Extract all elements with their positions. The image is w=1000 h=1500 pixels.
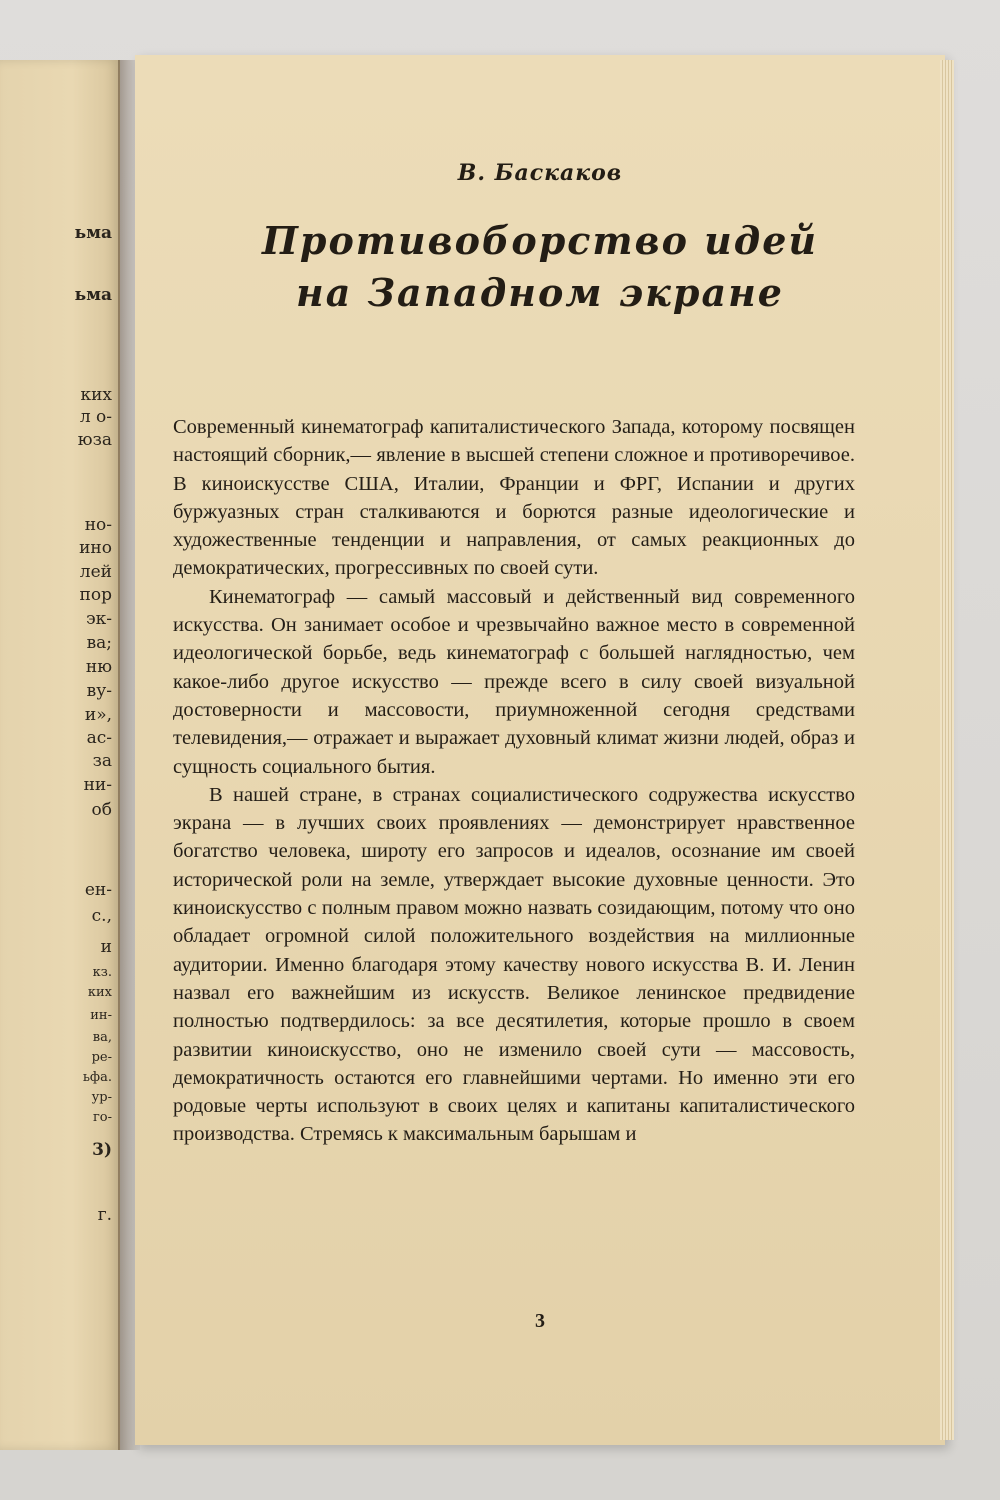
paragraph-2: Кинематограф — самый массовый и действенный вид современного искусства. Он занимает особое и чрезвычайно важное место в современной идеологической борьбе, ведь кинематограф с большей наглядностью, чем какое-либо другое искусство — прежде всего в силу своей визуальной достоверности и массовости, приумноженной сегодня средствами телевидения,— отражает и выражает духовный климат жизни людей, образ и сущность социального бытия. — [173, 585, 855, 778]
previous-page-fragment: эк- — [86, 609, 112, 629]
previous-page-fragment: ких — [80, 385, 112, 405]
previous-page-fragment: ур- — [91, 1090, 112, 1105]
previous-page-fragment: пор — [79, 585, 112, 605]
previous-page-fragment: кз. — [92, 965, 112, 980]
previous-page-fragment: за — [92, 751, 112, 771]
previous-page-fragment: об — [91, 800, 112, 820]
previous-page-fragment: ас- — [86, 728, 112, 748]
previous-page-fragment: 3) — [92, 1140, 112, 1160]
previous-page-fragment: но- — [84, 515, 112, 535]
previous-page-fragment: с., — [91, 906, 112, 926]
previous-page-fragment: юза — [77, 430, 112, 450]
page-stack-edge — [940, 60, 954, 1440]
previous-page-fragment: г. — [97, 1205, 112, 1225]
previous-page — [0, 60, 120, 1450]
title-line-2: на Западном экране — [296, 270, 784, 315]
previous-page-fragment: ни- — [83, 775, 112, 795]
previous-page-fragment: ре- — [91, 1050, 112, 1065]
book-page — [135, 55, 945, 1445]
paragraph-3: В нашей стране, в странах социалистического содружества искусство экрана — в лучших своих проявлениях — демонстрирует нравственное богатство человека, широту его запросов и идеалов, осознание им своей исторической роли на земле, утверждает высокие духовные ценности. Это киноискусство с полным правом можно назвать созидающим, потому что оно обладает огромной силой положительного воздействия на миллионные аудитории. Именно благодаря этому качеству нового искусства В. И. Ленин назвал его важнейшим из искусств. Великое ленинское предвидение полностью подтвердилось: за все десятилетия, которые прошло в своем развитии киноискусство, оно не изменило своей сути — массовость, демократичность остаются его главнейшими чертами. Но именно эти его родовые черты используют в своих целях и капитаны капиталистического производства. Стремясь к максимальным барышам и — [173, 783, 855, 1146]
previous-page-fragment: и», — [84, 705, 112, 725]
previous-page-fragment: ких — [87, 985, 112, 1000]
previous-page-fragment: ьфа. — [82, 1070, 112, 1085]
previous-page-fragment: ву- — [86, 681, 112, 701]
author-name: В. Баскаков — [457, 160, 623, 186]
previous-page-fragment: ва; — [86, 633, 112, 653]
previous-page-fragment: л о- — [79, 407, 112, 427]
previous-page-fragment: ин- — [90, 1008, 112, 1023]
article-body — [173, 413, 855, 1149]
previous-page-fragment: ино — [79, 538, 112, 558]
previous-page-fragment: ню — [85, 657, 112, 677]
title-line-1: Противоборство идей — [261, 218, 819, 263]
previous-page-fragment: лей — [79, 562, 112, 582]
previous-page-fragment: и — [100, 937, 112, 957]
previous-page-fragment: го- — [92, 1110, 112, 1125]
previous-page-fragment: ен- — [84, 880, 112, 900]
article-title — [135, 215, 945, 319]
paragraph-1: Современный кинематограф капиталистического Запада, которому посвящен настоящий сборник,— явление в высшей степени сложное и противоречивое. В киноискусстве США, Италии, Франции и ФРГ, Испании и других буржуазных стран сталкиваются и борются разные идеологические и художественные тенденции и направления, от самых реакционных до демократических, прогрессивных по своей сути. — [173, 416, 855, 580]
previous-page-fragment: ьма — [74, 285, 112, 305]
page-number: 3 — [535, 1310, 545, 1332]
previous-page-fragment: ва, — [92, 1030, 112, 1045]
previous-page-fragment: ьма — [74, 223, 112, 243]
